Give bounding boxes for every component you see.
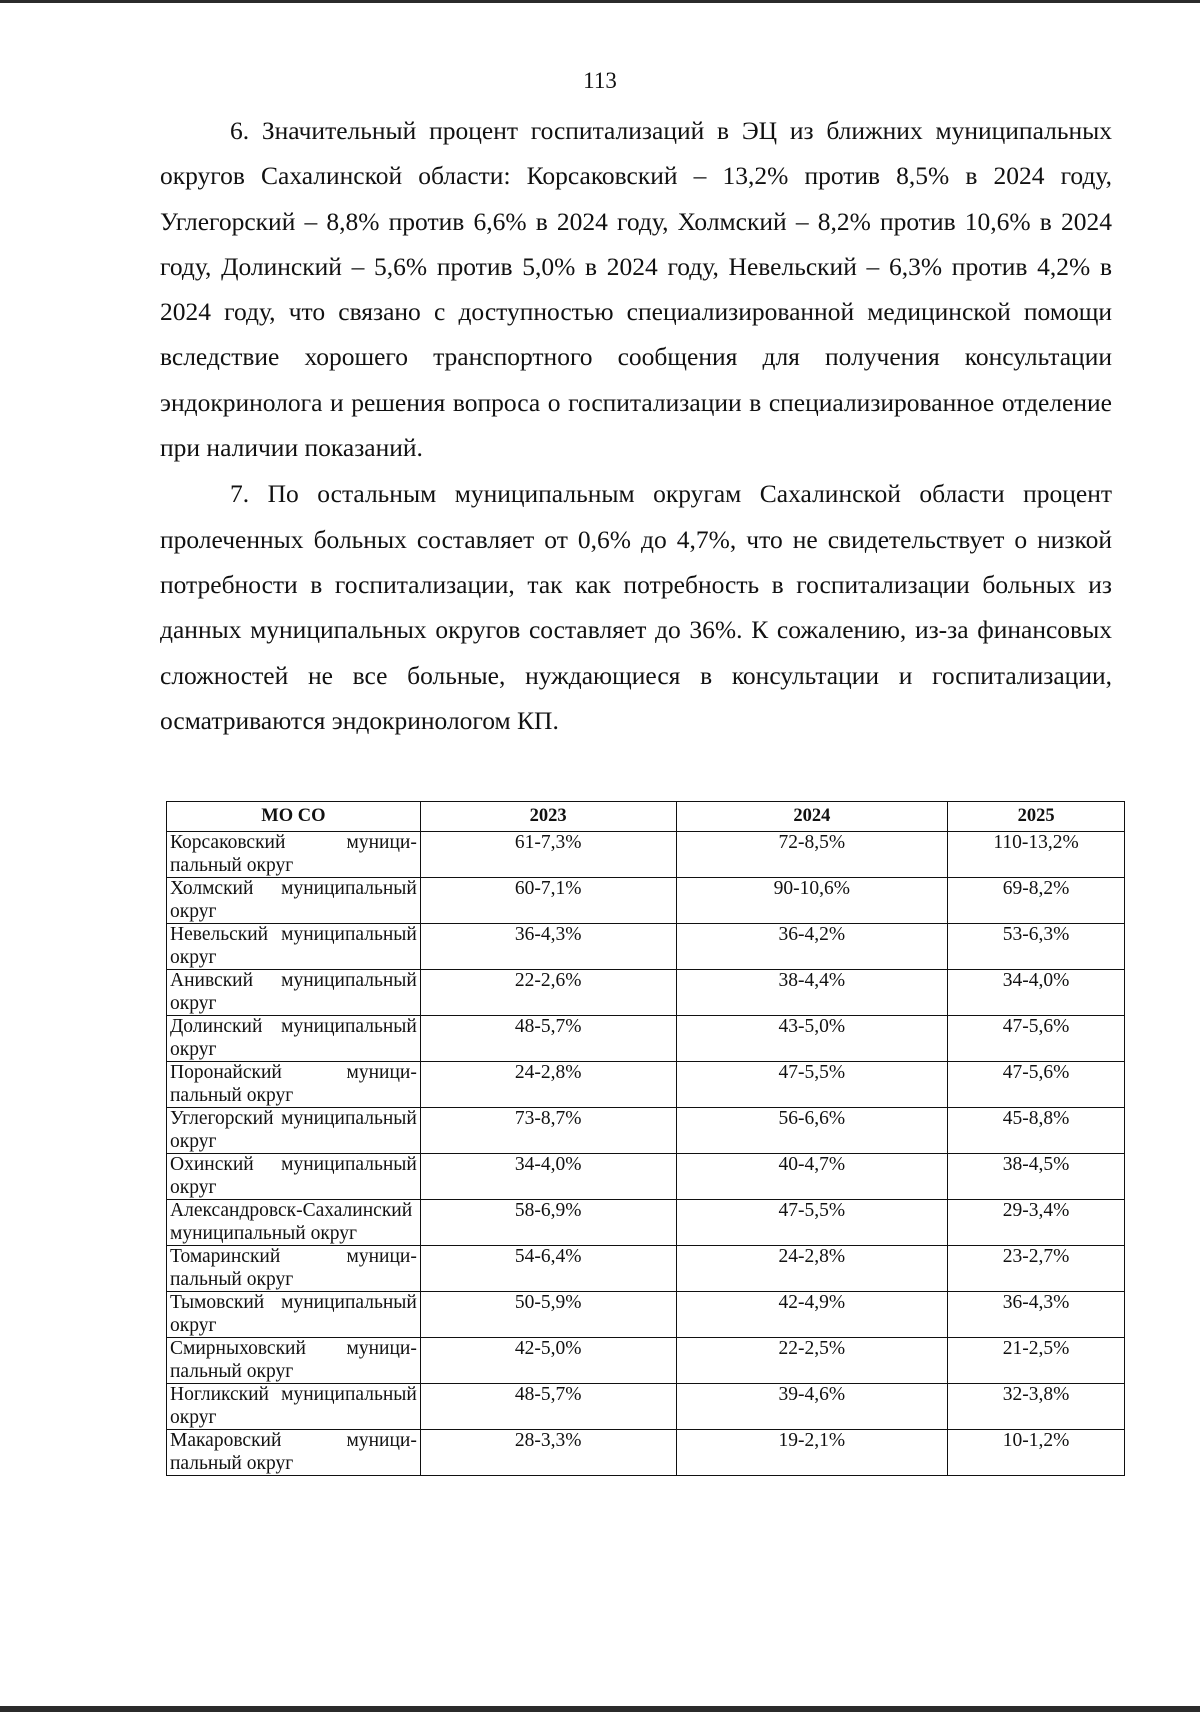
table-row (167, 1154, 1125, 1200)
table-row (167, 1246, 1125, 1292)
scan-border-top (0, 0, 1200, 3)
district-name: Долинский муниципальный округ (167, 1016, 421, 1062)
value-2024: 47-5,5% (676, 1062, 948, 1108)
value-2023: 34-4,0% (420, 1154, 676, 1200)
district-name: Охинский муниципальный округ (167, 1154, 421, 1200)
value-2024: 90-10,6% (676, 878, 948, 924)
district-name: Анивский муниципальный округ (167, 970, 421, 1016)
district-name: Корсаковский муниципальный округ (167, 832, 421, 878)
value-2023: 28-3,3% (420, 1430, 676, 1476)
value-2025: 32-3,8% (948, 1384, 1125, 1430)
header-2024: 2024 (676, 802, 948, 832)
table-row (167, 878, 1125, 924)
table-row (167, 970, 1125, 1016)
value-2023: 50-5,9% (420, 1292, 676, 1338)
value-2023: 48-5,7% (420, 1016, 676, 1062)
scan-border-bottom (0, 1706, 1200, 1712)
table-row (167, 832, 1125, 878)
district-name: Холмский муниципальный округ (167, 878, 421, 924)
value-2025: 110-13,2% (948, 832, 1125, 878)
value-2023: 61-7,3% (420, 832, 676, 878)
value-2024: 47-5,5% (676, 1200, 948, 1246)
paragraph-6: 6. Значительный процент госпитализаций в ЭЦ из ближних муниципальных округов Сахалинской области: Корсаковский – 13,2% против 8,5% в 2024 году, Углегорский – 8,8% против 6,6% в 2024 году, Холмский – 8,2% против 10,6% в 2024 году, Долинский – 5,6% против 5,0% в 2024 году, Невельский – 6,3% против 4,2% в 2024 году, что связано с доступностью специализированной медицинской помощи вследствие хорошего транспортного сообщения для получения консультации эндокринолога и решения вопроса о госпитализации в специализированное отделение при наличии показаний. (160, 116, 1112, 463)
table-row (167, 1338, 1125, 1384)
body-text (160, 108, 1112, 743)
value-2025: 21-2,5% (948, 1338, 1125, 1384)
value-2024: 72-8,5% (676, 832, 948, 878)
header-2023: 2023 (420, 802, 676, 832)
value-2024: 36-4,2% (676, 924, 948, 970)
value-2024: 38-4,4% (676, 970, 948, 1016)
value-2024: 39-4,6% (676, 1384, 948, 1430)
hospitalization-table (166, 801, 1125, 1476)
value-2025: 38-4,5% (948, 1154, 1125, 1200)
table-row (167, 924, 1125, 970)
value-2025: 45-8,8% (948, 1108, 1125, 1154)
district-name: Невельский муниципальный округ (167, 924, 421, 970)
value-2024: 56-6,6% (676, 1108, 948, 1154)
value-2023: 48-5,7% (420, 1384, 676, 1430)
value-2025: 10-1,2% (948, 1430, 1125, 1476)
value-2025: 69-8,2% (948, 878, 1125, 924)
district-name: Александровск-Сахалинский муниципальный округ (167, 1200, 421, 1246)
table-header-row (167, 802, 1125, 832)
value-2024: 42-4,9% (676, 1292, 948, 1338)
district-name: Тымовский муниципальный округ (167, 1292, 421, 1338)
district-name: Макаровский муниципальный округ (167, 1430, 421, 1476)
table-row (167, 1430, 1125, 1476)
district-name: Томаринский муниципальный округ (167, 1246, 421, 1292)
value-2025: 29-3,4% (948, 1200, 1125, 1246)
value-2023: 54-6,4% (420, 1246, 676, 1292)
value-2025: 47-5,6% (948, 1062, 1125, 1108)
value-2025: 23-2,7% (948, 1246, 1125, 1292)
value-2024: 22-2,5% (676, 1338, 948, 1384)
value-2023: 36-4,3% (420, 924, 676, 970)
value-2024: 19-2,1% (676, 1430, 948, 1476)
value-2023: 42-5,0% (420, 1338, 676, 1384)
value-2024: 24-2,8% (676, 1246, 948, 1292)
table-row (167, 1384, 1125, 1430)
value-2024: 43-5,0% (676, 1016, 948, 1062)
value-2025: 47-5,6% (948, 1016, 1125, 1062)
district-name: Смирныховский муниципальный округ (167, 1338, 421, 1384)
header-2025: 2025 (948, 802, 1125, 832)
district-name: Поронайский муниципальный округ (167, 1062, 421, 1108)
table-row (167, 1108, 1125, 1154)
value-2025: 34-4,0% (948, 970, 1125, 1016)
value-2025: 36-4,3% (948, 1292, 1125, 1338)
table-row (167, 1200, 1125, 1246)
page-number: 113 (583, 68, 617, 93)
district-name: Углегорский муниципальный округ (167, 1108, 421, 1154)
value-2023: 24-2,8% (420, 1062, 676, 1108)
table-row (167, 1016, 1125, 1062)
header-district: МО СО (167, 802, 421, 832)
value-2023: 73-8,7% (420, 1108, 676, 1154)
value-2025: 53-6,3% (948, 924, 1125, 970)
paragraph-7: 7. По остальным муниципальным округам Сахалинской области процент пролеченных больных составляет от 0,6% до 4,7%, что не свидетельствует о низкой потребности в госпитализации, так как потребность в госпитализации больных из данных муниципальных округов составляет до 36%. К сожалению, из-за финансовых сложностей не все больные, нуждающиеся в консультации и госпитализации, осматриваются эндокринологом КП. (160, 479, 1112, 735)
district-name: Ногликский муниципальный округ (167, 1384, 421, 1430)
value-2024: 40-4,7% (676, 1154, 948, 1200)
value-2023: 58-6,9% (420, 1200, 676, 1246)
value-2023: 60-7,1% (420, 878, 676, 924)
value-2023: 22-2,6% (420, 970, 676, 1016)
table-row (167, 1062, 1125, 1108)
table-row (167, 1292, 1125, 1338)
